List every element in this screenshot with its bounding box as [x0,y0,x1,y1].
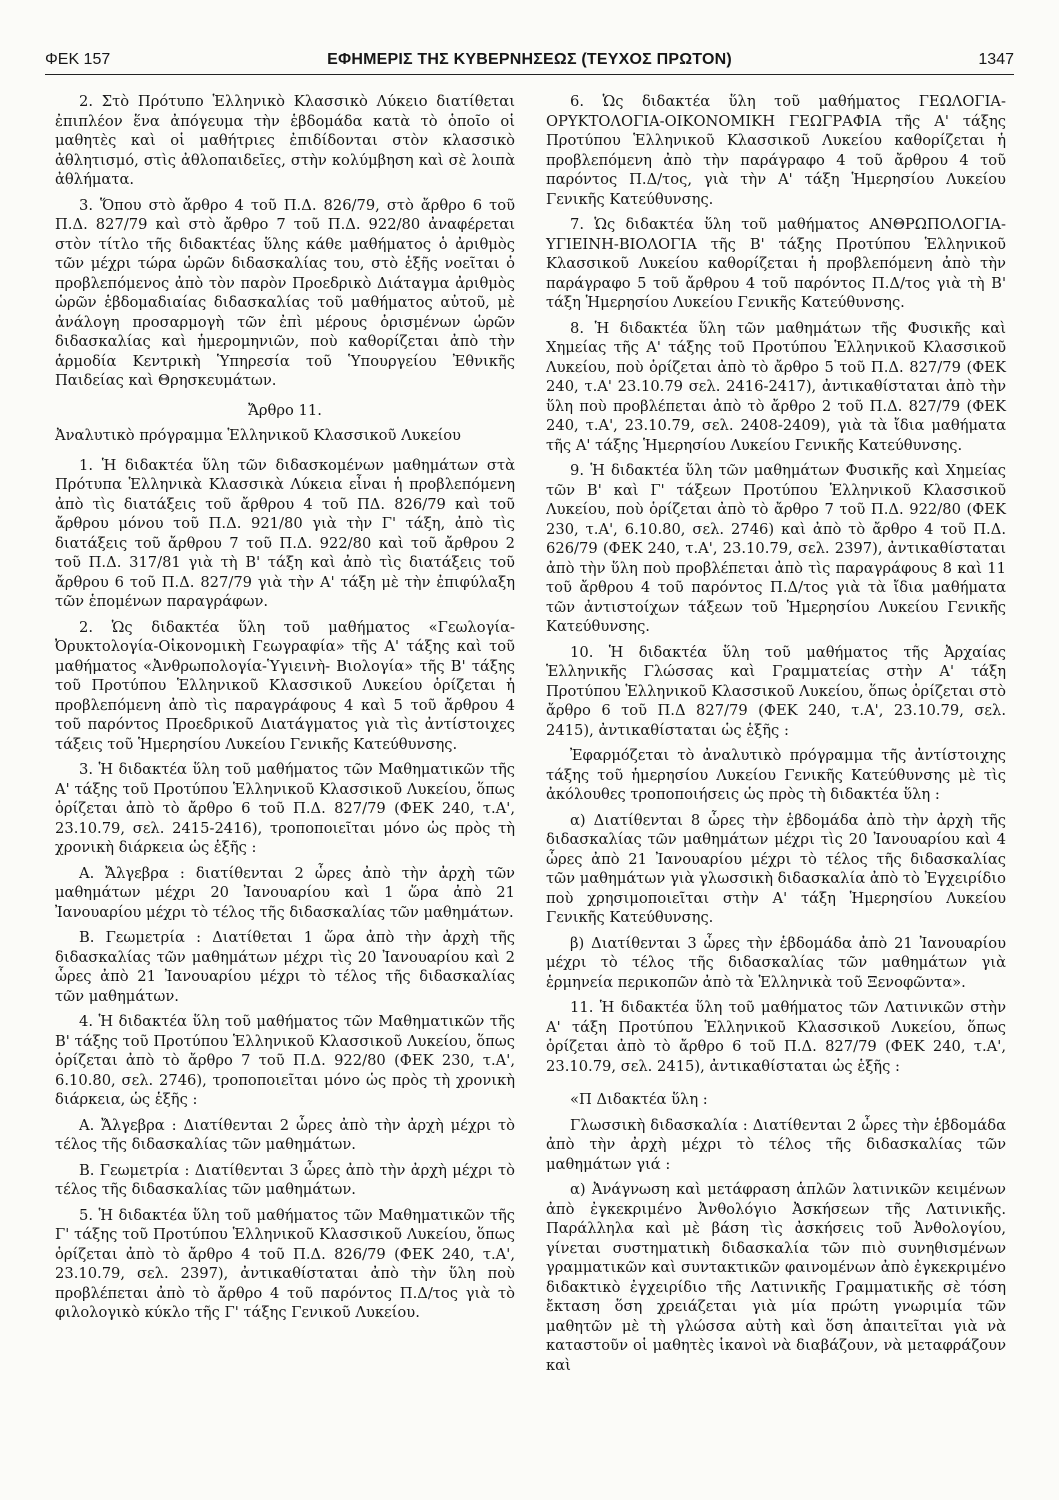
paragraph: α) Διατίθενται 8 ὧρες τὴν ἑβδομάδα ἀπὸ τὴν ἀρχὴ τῆς διδασκαλίας τῶν μαθημάτων μέχρι τὶς 20 Ἰανουαρίου καὶ 4 ὧρες ἀπὸ 21 Ἰανουαρίου μέχρι τὸ τέλος τῆς διδασκαλίας τῶν μαθημάτων γιὰ γλωσσικὴ διδασκαλία ἀπὸ τὸ Ἐγχειρίδιο ποὺ χρησιμοποιεῖται στὴν Α' τάξη Ἡμερησίου Λυκείου Γενικῆς Κατεύθυνσης. [546,811,1006,926]
paragraph: 10. Ἡ διδακτέα ὕλη τοῦ μαθήματος τῆς Ἀρχαίας Ἑλληνικῆς Γλώσσας καὶ Γραμματείας στὴν Α' τάξη Προτύπου Ἑλληνικοῦ Κλασσικοῦ Λυκείου, ὅπως ὁρίζεται στὸ ἄρθρο 6 τοῦ Π.Δ 827/79 (ΦΕΚ 240, τ.Α', 23.10.79, σελ. 2415), ἀντικαθίσταται ὡς ἑξῆς : [546,643,1006,739]
publication-title: ΕΦΗΜΕΡΙΣ ΤΗΣ ΚΥΒΕΡΝΗΣΕΩΣ (ΤΕΥΧΟΣ ΠΡΩΤΟΝ) [327,51,732,68]
paragraph: 1. Ἡ διδακτέα ὕλη τῶν διδασκομένων μαθημάτων στὰ Πρότυπα Ἑλληνικὰ Κλασσικὰ Λύκεια εἶναι ἡ προβλεπόμενη ἀπὸ τὶς διατάξεις τοῦ ἄρθρου 4 τοῦ ΠΔ. 826/79 καὶ τοῦ ἄρθρου μόνου τοῦ Π.Δ. 921/80 γιὰ τὴν Γ' τάξη, ἀπὸ τὶς διατάξεις τοῦ ἄρθρου 7 τοῦ Π.Δ. 922/80 καὶ τοῦ ἄρθρου 2 τοῦ Π.Δ. 317/81 γιὰ τὴ Β' τάξη καὶ ἀπὸ τὶς διατάξεις τοῦ ἄρθρου 6 τοῦ Π.Δ. 827/79 γιὰ τὴν Α' τάξη μὲ τὴν ἐπιφύλαξη τῶν ἑπομένων παραγράφων. [55,456,515,610]
article-heading: Ἄρθρο 11. [248,401,322,419]
left-column [55,92,515,1329]
paragraph: Α. Ἄλγεβρα : διατίθενται 2 ὧρες ἀπὸ τὴν ἀρχὴ τῶν μαθημάτων μέχρι 20 Ἰανουαρίου καὶ 1 ὥρα ἀπὸ 21 Ἰανουαρίου μέχρι τὸ τέλος τῆς διδασκαλίας τῶν μαθημάτων. [55,864,515,921]
paragraph: 3. Ὅπου στὸ ἄρθρο 4 τοῦ Π.Δ. 826/79, στὸ ἄρθρο 6 τοῦ Π.Δ. 827/79 καὶ στὸ ἄρθρο 7 τοῦ Π.Δ. 922/80 ἀναφέρεται στὸν τίτλο τῆς διδακτέας ὕλης κάθε μαθήματος ὁ ἀριθμὸς τῶν μέχρι τώρα ὡρῶν διδασκαλίας του, στὸ ἑξῆς νοεῖται ὁ προβλεπόμενος ἀπὸ τὸν παρὸν Προεδρικὸ Διάταγμα ἀριθμὸς ὡρῶν ἑβδομαδιαίας διδασκαλίας τοῦ μαθήματος αὐτοῦ, μὲ ἀνάλογη προσαρμογὴ τῶν ἐπὶ μέρους ὁρισμένων ὡρῶν διδασκαλίας καὶ ἡμερομηνιῶν, ποὺ καθορίζεται ἀπὸ τὴν ἁρμοδία Κεντρικὴ Ὑπηρεσία τοῦ Ὑπουργείου Ἐθνικῆς Παιδείας καὶ Θρησκευμάτων. [55,196,515,389]
paragraph: 5. Ἡ διδακτέα ὕλη τοῦ μαθήματος τῶν Μαθηματικῶν τῆς Γ' τάξης τοῦ Προτύπου Ἑλληνικοῦ Κλασσικοῦ Λυκείου, ὅπως ὁρίζεται ἀπὸ τὸ ἄρθρο 4 τοῦ Π.Δ. 826/79 (ΦΕΚ 240, τ.Α', 23.10.79, σελ. 2397), ἀντικαθίσταται ἀπὸ τὴν ὕλη ποὺ προβλέπεται ἀπὸ τὸ ἄρθρο 4 τοῦ παρόντος Π.Δ/τος γιὰ τὸ φιλολογικὸ κύκλο τῆς Γ' τάξης Γενικοῦ Λυκείου. [55,1206,515,1321]
paragraph: Γλωσσικὴ διδασκαλία : Διατίθενται 2 ὧρες τὴν ἑβδομάδα ἀπὸ τὴν ἀρχὴ μέχρι τὸ τέλος τῆς διδασκαλίας τῶν μαθημάτων γιά : [546,1116,1006,1173]
paragraph: Α. Ἄλγεβρα : Διατίθενται 2 ὧρες ἀπὸ τὴν ἀρχὴ μέχρι τὸ τέλος τῆς διδασκαλίας τῶν μαθημάτων. [55,1116,515,1153]
paragraph: 6. Ὡς διδακτέα ὕλη τοῦ μαθήματος ΓΕΩΛΟΓΙΑ-ΟΡΥΚΤΟΛΟΓΙΑ-ΟΙΚΟΝΟΜΙΚΗ ΓΕΩΓΡΑΦΙΑ τῆς Α' τάξης Προτύπου Ἑλληνικοῦ Κλασσικοῦ Λυκείου καθορίζεται ἡ προβλεπόμενη ἀπὸ τὴν παράγραφο 4 τοῦ ἄρθρου 4 τοῦ παρόντος Π.Δ/τος, γιὰ τὴν Α' τάξη Ἡμερησίου Λυκείου Γενικῆς Κατεύθυνσης. [546,93,1006,208]
paragraph: 2. Ὡς διδακτέα ὕλη τοῦ μαθήματος «Γεωλογία-Ὀρυκτολογία-Οἰκονομικὴ Γεωγραφία» τῆς Α' τάξης καὶ τοῦ μαθήματος «Ἀνθρωπολογία-Ὑγιεινὴ- Βιολογία» τῆς Β' τάξης τοῦ Προτύπου Ἑλληνικοῦ Κλασσικοῦ Λυκείου ὁρίζεται ἡ προβλεπόμενη ἀπὸ τὶς παραγράφους 4 καὶ 5 τοῦ ἄρθρου 4 τοῦ παρόντος Προεδρικοῦ Διατάγματος γιὰ τὶς ἀντίστοιχες τάξεις τοῦ Ἡμερησίου Λυκείου Γενικῆς Κατεύθυνσης. [55,618,515,753]
paragraph: 4. Ἡ διδακτέα ὕλη τοῦ μαθήματος τῶν Μαθηματικῶν τῆς Β' τάξης τοῦ Προτύπου Ἑλληνικοῦ Κλασσικοῦ Λυκείου, ὅπως ὁρίζεται ἀπὸ τὸ ἄρθρο 7 τοῦ Π.Δ. 922/80 (ΦΕΚ 230, τ.Α', 6.10.80, σελ. 2746), τροποποιεῖται μόνο ὡς πρὸς τὴ χρονικὴ διάρκεια, ὡς ἑξῆς : [55,1013,515,1108]
paragraph: Β. Γεωμετρία : Διατίθεται 1 ὥρα ἀπὸ τὴν ἀρχὴ τῆς διδασκαλίας τῶν μαθημάτων μέχρι τὶς 20 Ἰανουαρίου καὶ 2 ὧρες ἀπὸ 21 Ἰανουαρίου μέχρι τὸ τέλος τῆς διδασκαλίας τῶν μαθημάτων. [55,929,515,1005]
page-number: 1347 [978,51,1014,68]
paragraph: β) Διατίθενται 3 ὧρες τὴν ἑβδομάδα ἀπὸ 21 Ἰανουαρίου μέχρι τὸ τέλος τῆς διδασκαλίας τῶν μαθημάτων γιὰ ἑρμηνεία περικοπῶν ἀπὸ τὰ Ἑλληνικὰ τοῦ Ξενοφῶντα». [546,934,1006,991]
paragraph: 3. Ἡ διδακτέα ὕλη τοῦ μαθήματος τῶν Μαθηματικῶν τῆς Α' τάξης τοῦ Προτύπου Ἑλληνικοῦ Κλασσικοῦ Λυκείου, ὅπως ὁρίζεται ἀπὸ τὸ ἄρθρο 6 τοῦ Π.Δ. 827/79 (ΦΕΚ 240, τ.Α', 23.10.79, σελ. 2415-2416), τροποποιεῖται μόνο ὡς πρὸς τὴ χρονικὴ διάρκεια ὡς ἑξῆς : [55,761,515,856]
issue-number: ΦΕΚ 157 [45,51,111,68]
paragraph: «Π Διδακτέα ὕλη : [570,1091,708,1108]
paragraph: Ἐφαρμόζεται τὸ ἀναλυτικὸ πρόγραμμα τῆς ἀντίστοιχης τάξης τοῦ ἡμερησίου Λυκείου Γενικῆς Κατεύθυνσης μὲ τὶς ἀκόλουθες τροποποιήσεις ὡς πρὸς τὴ διδακτέα ὕλη : [546,747,1006,803]
paragraph: 11. Ἡ διδακτέα ὕλη τοῦ μαθήματος τῶν Λατινικῶν στὴν Α' τάξη Προτύπου Ἑλληνικοῦ Κλασσικοῦ Λυκείου, ὅπως ὁρίζεται ἀπὸ τὸ ἄρθρο 6 τοῦ Π.Δ. 827/79 (ΦΕΚ 240, τ.Α', 23.10.79, σελ. 2415), ἀντικαθίσταται ὡς ἑξῆς : [546,999,1006,1075]
paragraph: α) Ἀνάγνωση καὶ μετάφραση ἁπλῶν λατινικῶν κειμένων ἀπὸ ἐγκεκριμένο Ἀνθολόγιο Ἀσκήσεων τῆς Λατινικῆς. Παράλληλα καὶ μὲ βάση τὶς ἀσκήσεις τοῦ Ἀνθολογίου, γίνεται συστηματικὴ διδασκαλία τῶν πιὸ συνηθισμένων γραμματικῶν καὶ συντακτικῶν φαινομένων ἀπὸ ἐγκεκριμένο διδακτικὸ ἐγχειρίδιο τῆς Λατινικῆς Γραμματικῆς σὲ τόση ἔκταση ὅση χρειάζεται γιὰ μία πρώτη γνωριμία τῶν μαθητῶν μὲ τὴ γλώσσα αὐτὴ καὶ ὅση ἀπαιτεῖται γιὰ νὰ καταστοῦν οἱ μαθητὲς ἱκανοὶ νὰ διαβάζουν, νὰ μεταφράζουν καὶ [546,1181,1006,1374]
paragraph: 7. Ὡς διδακτέα ὕλη τοῦ μαθήματος ΑΝΘΡΩΠΟΛΟΓΙΑ-ΥΓΙΕΙΝΗ-ΒΙΟΛΟΓΙΑ τῆς Β' τάξης Προτύπου Ἑλληνικοῦ Κλασσικοῦ Λυκείου καθορίζεται ἡ προβλεπόμενη ἀπὸ τὴν παράγραφο 5 τοῦ ἄρθρου 4 τοῦ παρόντος Π.Δ/τος γιὰ τὴ Β' τάξη Ἡμερησίου Λυκείου Γενικῆς Κατεύθυνσης. [546,216,1006,311]
paragraph: Β. Γεωμετρία : Διατίθενται 3 ὧρες ἀπὸ τὴν ἀρχὴ μέχρι τὸ τέλος τῆς διδασκαλίας τῶν μαθημάτων. [55,1161,515,1198]
page-header [45,50,1014,75]
paragraph: 2. Στὸ Πρότυπο Ἑλληνικὸ Κλασσικὸ Λύκειο διατίθεται ἐπιπλέον ἕνα ἀπόγευμα τὴν ἑβδομάδα κατὰ τὸ ὁποῖο οἱ μαθητὲς καὶ οἱ μαθήτριες ἐπιδίδονται στὸν κλασσικὸ ἀθλητισμό, στὶς ἀθλοπαιδεῖες, στὴν κολύμβηση καὶ σὲ λοιπὰ ἀθλήματα. [55,93,515,188]
right-column [546,92,1006,1381]
paragraph: 9. Ἡ διδακτέα ὕλη τῶν μαθημάτων Φυσικῆς καὶ Χημείας τῶν Β' καὶ Γ' τάξεων Προτύπου Ἑλληνικοῦ Κλασσικοῦ Λυκείου, ποὺ ὁρίζεται ἀπὸ τὸ ἄρθρο 7 τοῦ Π.Δ. 922/80 (ΦΕΚ 230, τ.Α', 6.10.80, σελ. 2746) καὶ ἀπὸ τὸ ἄρθρο 4 τοῦ Π.Δ. 626/79 (ΦΕΚ 240, τ.Α', 23.10.79, σελ. 2397), ἀντικαθίσταται ἀπὸ τὴν ὕλη ποὺ προβλέπεται ἀπὸ τὶς παραγράφους 8 καὶ 11 τοῦ ἄρθρου 4 τοῦ παρόντος Π.Δ/τος γιὰ τὰ ἴδια μαθήματα τῶν ἀντιστοίχων τάξεων τοῦ Ἡμερησίου Λυκείου Γενικῆς Κατεύθυνσης. [546,462,1006,635]
article-subheading: Ἀναλυτικὸ πρόγραμμα Ἑλληνικοῦ Κλασσικοῦ Λυκείου [55,427,461,444]
paragraph: 8. Ἡ διδακτέα ὕλη τῶν μαθημάτων τῆς Φυσικῆς καὶ Χημείας τῆς Α' τάξης τοῦ Προτύπου Ἑλληνικοῦ Κλασσικοῦ Λυκείου, ποὺ ὁρίζεται ἀπὸ τὸ ἄρθρο 5 τοῦ Π.Δ. 827/79 (ΦΕΚ 240, τ.Α' 23.10.79 σελ. 2416-2417), ἀντικαθίσταται ἀπὸ τὴν ὕλη ποὺ προβλέπεται ἀπὸ τὸ ἄρθρο 2 τοῦ Π.Δ. 827/79 (ΦΕΚ 240, τ.Α', 23.10.79, σελ. 2408-2409), γιὰ τὰ ἴδια μαθήματα τῆς Α' τάξης Ἡμερησίου Λυκείου Γενικῆς Κατεύθυνσης. [546,319,1006,454]
